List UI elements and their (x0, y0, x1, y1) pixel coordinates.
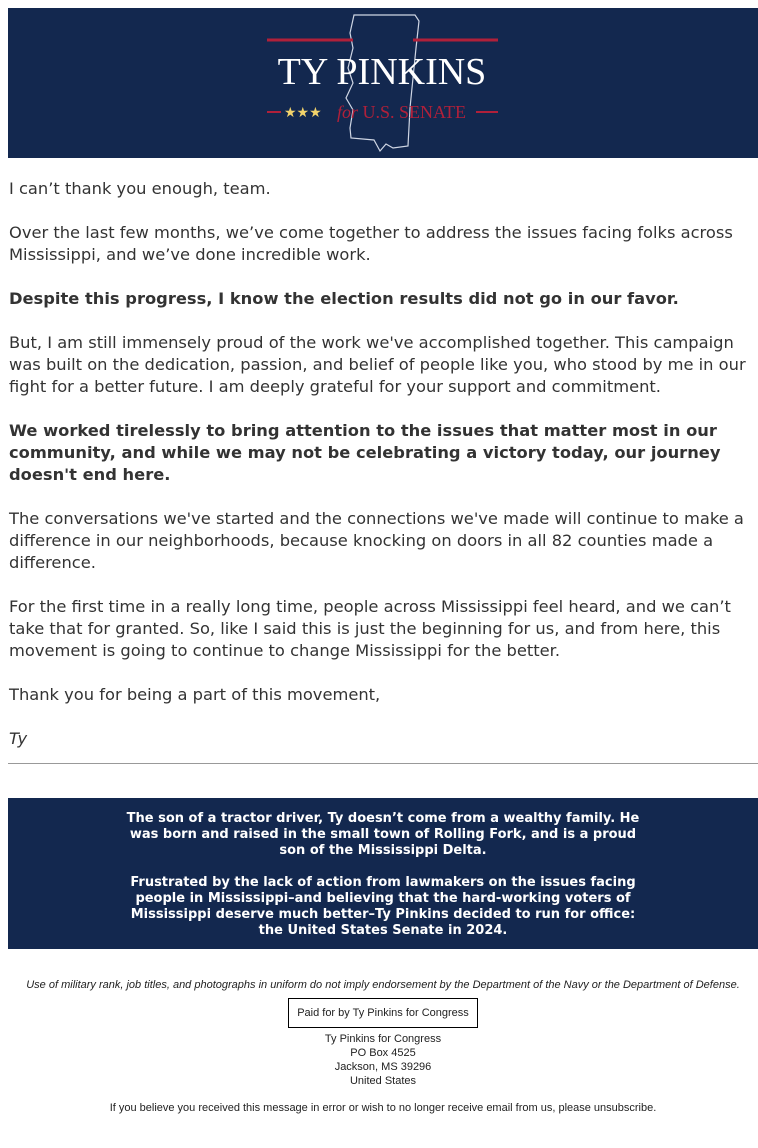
header-banner (8, 8, 758, 158)
paragraph: I can’t thank you enough, team. (9, 179, 271, 198)
bio-paragraph: Frustrated by the lack of action from lawmakers on the issues facing people in Mississippi–and believing that the hard-working voters of Mississippi deserve much better–Ty Pinkins decided to run for office: the United States Senate in 2024. (130, 875, 636, 938)
bio-paragraph: The son of a tractor driver, Ty doesn’t come from a wealthy family. He was born and raised in the small town of Rolling Fork, and is a proud son of the Mississippi Delta. (126, 811, 640, 858)
address-line: United States (349, 1075, 417, 1087)
address-line: Ty Pinkins for Congress (324, 1033, 442, 1045)
email-body (9, 178, 757, 772)
closing: Thank you for being a part of this movement, (9, 685, 381, 704)
paragraph-bold: We worked tirelessly to bring attention to the issues that matter most in our community, and while we may not be celebrating a victory today, our journey doesn't end here. (9, 421, 721, 484)
campaign-logo (8, 8, 758, 158)
unsubscribe-link[interactable]: If you believe you received this message in error or wish to no longer receive email from us, please unsubscribe. (109, 1102, 657, 1114)
paragraph: But, I am still immensely proud of the work we've accomplished together. This campaign was built on the dedication, passion, and belief of people like you, who stood by me in our fight for a better future. I am deeply grateful for your support and commitment. (9, 333, 746, 396)
signature: Ty (9, 729, 28, 748)
paragraph: The conversations we've started and the connections we've made will continue to make a difference in our neighborhoods, because knocking on doors in all 82 counties made a difference. (9, 509, 744, 572)
disclaimer: Use of military rank, job titles, and photographs in uniform do not imply endorsement by the Department of the Navy or the Department of Defense. (26, 979, 740, 991)
logo-stars: ★★★ (284, 105, 322, 121)
address-line: Jackson, MS 39296 (334, 1061, 432, 1073)
bio-box (8, 798, 758, 949)
logo-tagline: for U.S. SENATE (337, 102, 467, 122)
footer (8, 978, 758, 1115)
paid-for-box: Paid for by Ty Pinkins for Congress (288, 998, 478, 1028)
paragraph-bold: Despite this progress, I know the election results did not go in our favor. (9, 289, 679, 308)
address-line: PO Box 4525 (350, 1047, 416, 1059)
paragraph: Over the last few months, we’ve come together to address the issues facing folks across Mississippi, and we’ve done incredible work. (9, 223, 733, 264)
paragraph: For the first time in a really long time, people across Mississippi feel heard, and we can’t take that for granted. So, like I said this is just the beginning for us, and from here, this movement is going to continue to change Mississippi for the better. (9, 597, 731, 660)
divider (8, 763, 758, 764)
logo-name: TY PINKINS (277, 51, 487, 93)
